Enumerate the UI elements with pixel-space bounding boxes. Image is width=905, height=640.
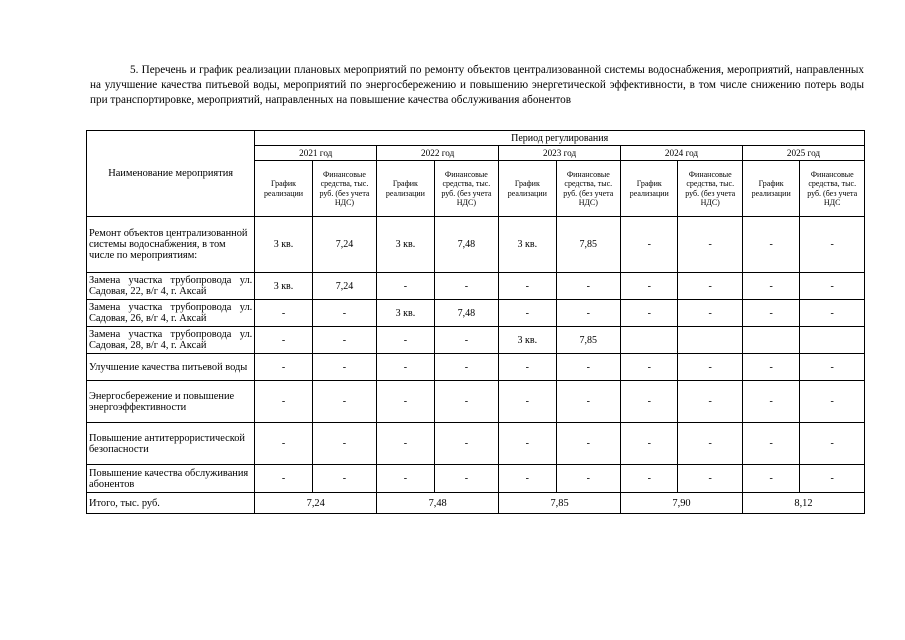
table-row xyxy=(87,300,865,327)
row-name: Улучшение качества питьевой воды xyxy=(87,354,255,381)
cell-value: - xyxy=(377,327,434,354)
cell-value: - xyxy=(255,381,312,423)
cell-value: - xyxy=(255,354,312,381)
cell-value: - xyxy=(800,381,865,423)
table-row xyxy=(87,381,865,423)
cell-value: - xyxy=(434,273,498,300)
year-header: 2021 год xyxy=(255,146,377,161)
cell-value: - xyxy=(377,354,434,381)
cell-value: - xyxy=(678,300,742,327)
cell-value: - xyxy=(499,381,556,423)
finance-header: Финансовые средства, тыс. руб. (без учета НДС) xyxy=(434,161,498,217)
cell-value: - xyxy=(499,465,556,493)
cell-value xyxy=(742,327,799,354)
cell-value: - xyxy=(434,381,498,423)
cell-value: 3 кв. xyxy=(377,300,434,327)
cell-value: - xyxy=(556,273,620,300)
cell-value: - xyxy=(742,300,799,327)
total-value: 7,48 xyxy=(377,493,499,514)
year-header: 2022 год xyxy=(377,146,499,161)
row-name: Замена участка трубопровода ул. Садовая, 26, в/г 4, г. Аксай xyxy=(87,300,255,327)
cell-value: - xyxy=(800,217,865,273)
total-value: 8,12 xyxy=(742,493,864,514)
cell-value: - xyxy=(800,300,865,327)
cell-value: - xyxy=(312,381,376,423)
cell-value: - xyxy=(678,354,742,381)
cell-value: - xyxy=(800,465,865,493)
cell-value: - xyxy=(377,273,434,300)
cell-value: - xyxy=(621,217,678,273)
cell-value: - xyxy=(621,465,678,493)
table-row xyxy=(87,273,865,300)
row-name: Ремонт объектов централизованной системы водоснабжения, в том числе по мероприятиям: xyxy=(87,217,255,273)
cell-value: - xyxy=(312,354,376,381)
row-name: Замена участка трубопровода ул. Садовая, 22, в/г 4, г. Аксай xyxy=(87,273,255,300)
cell-value: - xyxy=(312,327,376,354)
cell-value: - xyxy=(621,300,678,327)
cell-value: - xyxy=(800,423,865,465)
schedule-header: График реализации xyxy=(742,161,799,217)
cell-value: - xyxy=(499,300,556,327)
cell-value: - xyxy=(556,354,620,381)
cell-value: - xyxy=(499,273,556,300)
cell-value: - xyxy=(255,465,312,493)
cell-value: - xyxy=(434,465,498,493)
cell-value: 3 кв. xyxy=(255,273,312,300)
cell-value: - xyxy=(312,465,376,493)
cell-value: - xyxy=(742,423,799,465)
cell-value: 7,24 xyxy=(312,273,376,300)
cell-value: 3 кв. xyxy=(499,217,556,273)
cell-value: 3 кв. xyxy=(255,217,312,273)
cell-value: - xyxy=(742,217,799,273)
cell-value: 7,48 xyxy=(434,217,498,273)
cell-value: - xyxy=(678,465,742,493)
cell-value: - xyxy=(434,327,498,354)
cell-value: - xyxy=(434,423,498,465)
total-value: 7,85 xyxy=(499,493,621,514)
cell-value: - xyxy=(800,354,865,381)
schedule-header: График реализации xyxy=(499,161,556,217)
cell-value: - xyxy=(255,300,312,327)
cell-value: 3 кв. xyxy=(377,217,434,273)
cell-value: - xyxy=(621,381,678,423)
cell-value xyxy=(621,327,678,354)
finance-header: Финансовые средства, тыс. руб. (без учета НДС xyxy=(800,161,865,217)
cell-value: 3 кв. xyxy=(499,327,556,354)
cell-value: - xyxy=(312,423,376,465)
cell-value: - xyxy=(556,381,620,423)
schedule-header: График реализации xyxy=(621,161,678,217)
cell-value: - xyxy=(742,354,799,381)
cell-value: - xyxy=(377,423,434,465)
cell-value: - xyxy=(678,381,742,423)
table-row xyxy=(87,327,865,354)
cell-value: - xyxy=(377,381,434,423)
cell-value: - xyxy=(800,273,865,300)
table-row xyxy=(87,217,865,273)
schedule-header: График реализации xyxy=(255,161,312,217)
row-name: Повышение качества обслуживания абонентов xyxy=(87,465,255,493)
schedule-header: График реализации xyxy=(377,161,434,217)
cell-value: - xyxy=(742,381,799,423)
col-name-header: Наименование мероприятия xyxy=(87,131,255,217)
year-header: 2024 год xyxy=(621,146,743,161)
table-row xyxy=(87,423,865,465)
cell-value: 7,85 xyxy=(556,327,620,354)
cell-value: - xyxy=(255,327,312,354)
table-row xyxy=(87,354,865,381)
cell-value xyxy=(678,327,742,354)
cell-value: - xyxy=(678,217,742,273)
cell-value: - xyxy=(742,465,799,493)
cell-value: - xyxy=(499,423,556,465)
cell-value: - xyxy=(556,423,620,465)
year-header: 2023 год xyxy=(499,146,621,161)
row-name: Энергосбережение и повышение энергоэффективности xyxy=(87,381,255,423)
cell-value: 7,48 xyxy=(434,300,498,327)
total-value: 7,24 xyxy=(255,493,377,514)
cell-value: 7,24 xyxy=(312,217,376,273)
cell-value: - xyxy=(499,354,556,381)
plan-table xyxy=(86,130,865,514)
table-row xyxy=(87,465,865,493)
finance-header: Финансовые средства, тыс. руб. (без учета НДС) xyxy=(678,161,742,217)
year-header: 2025 год xyxy=(742,146,864,161)
cell-value: - xyxy=(556,300,620,327)
cell-value: - xyxy=(621,423,678,465)
row-name: Повышение антитеррористической безопасности xyxy=(87,423,255,465)
cell-value: - xyxy=(312,300,376,327)
cell-value: - xyxy=(678,273,742,300)
row-name: Замена участка трубопровода ул. Садовая, 28, в/г 4, г. Аксай xyxy=(87,327,255,354)
finance-header: Финансовые средства, тыс. руб. (без учета НДС) xyxy=(312,161,376,217)
total-value: 7,90 xyxy=(621,493,743,514)
cell-value: 7,85 xyxy=(556,217,620,273)
finance-header: Финансовые средства, тыс. руб. (без учета НДС) xyxy=(556,161,620,217)
cell-value: - xyxy=(377,465,434,493)
total-row xyxy=(87,493,865,514)
period-header: Период регулирования xyxy=(255,131,865,146)
cell-value xyxy=(800,327,865,354)
cell-value: - xyxy=(255,423,312,465)
cell-value: - xyxy=(742,273,799,300)
cell-value: - xyxy=(434,354,498,381)
total-label: Итого, тыс. руб. xyxy=(87,493,255,514)
cell-value: - xyxy=(678,423,742,465)
cell-value: - xyxy=(556,465,620,493)
cell-value: - xyxy=(621,273,678,300)
section-heading: 5. Перечень и график реализации плановых мероприятий по ремонту объектов централизованной системы водоснабжения, мероприятий, направленных на улучшение качества питьевой воды, мероприятий по энергосбережению и повышению энергетической эффективности, в том числе снижению потерь воды при транспортировке, мероприятий, направленных на повышение качества обслуживания абонентов xyxy=(90,64,864,106)
cell-value: - xyxy=(621,354,678,381)
